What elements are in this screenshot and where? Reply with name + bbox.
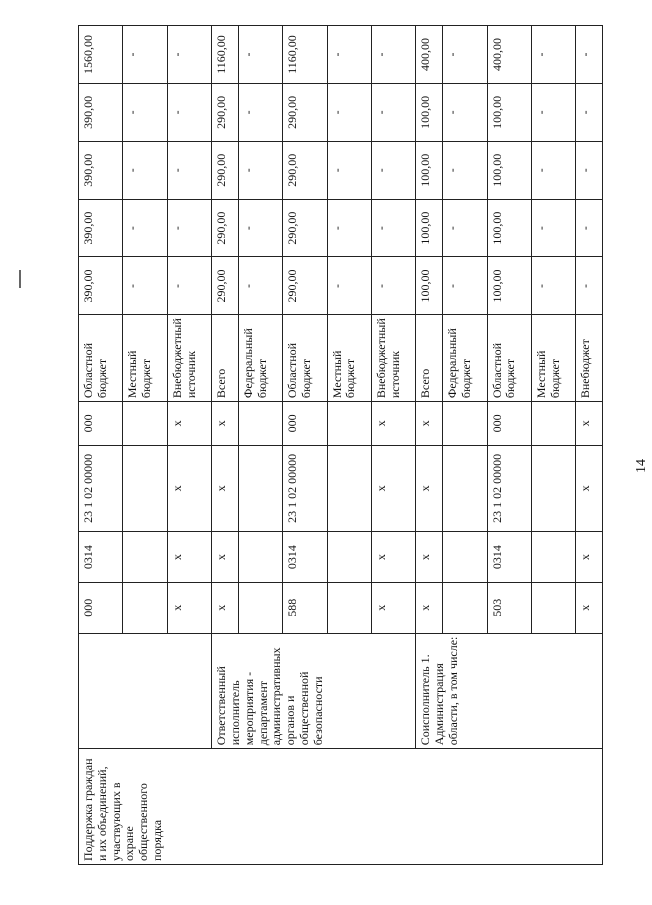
executor-cell: Ответственный исполнитель мероприятия - департамент административных органов и общественной безопасности xyxy=(212,633,416,749)
csr-cell xyxy=(443,445,487,532)
total-cell: 400,00 xyxy=(416,26,443,84)
source-cell: Федеральный бюджет xyxy=(238,315,282,402)
grbs-cell: х xyxy=(212,582,239,633)
grbs-cell: 000 xyxy=(79,582,123,633)
total-cell: - xyxy=(531,26,575,84)
y4-cell: 290,00 xyxy=(283,83,327,141)
y3-cell: 290,00 xyxy=(212,141,239,199)
y3-cell: - xyxy=(443,141,487,199)
rotated-table-container xyxy=(78,25,603,865)
page-number: 14 xyxy=(634,459,649,473)
grbs-cell: х xyxy=(372,582,416,633)
margin-mark xyxy=(19,270,21,288)
grbs-cell: 503 xyxy=(487,582,531,633)
grbs-cell xyxy=(327,582,371,633)
rzpr-cell xyxy=(531,532,575,583)
y2-cell: 290,00 xyxy=(212,199,239,257)
y2-cell: - xyxy=(327,199,371,257)
y1-cell: - xyxy=(123,257,167,315)
vr-cell: 000 xyxy=(283,402,327,445)
executor-cell: Соисполнитель 1. Администрация области, в том числе: xyxy=(416,633,603,749)
rzpr-cell xyxy=(327,532,371,583)
source-cell: Всего xyxy=(416,315,443,402)
total-cell: - xyxy=(238,26,282,84)
csr-cell xyxy=(531,445,575,532)
rzpr-cell: х xyxy=(212,532,239,583)
source-cell: Внебюджет xyxy=(576,315,603,402)
y3-cell: - xyxy=(327,141,371,199)
grbs-cell: 588 xyxy=(283,582,327,633)
total-cell: 1160,00 xyxy=(212,26,239,84)
y2-cell: 100,00 xyxy=(487,199,531,257)
vr-cell: х xyxy=(212,402,239,445)
y3-cell: - xyxy=(576,141,603,199)
vr-cell xyxy=(238,402,282,445)
grbs-cell xyxy=(238,582,282,633)
y2-cell: - xyxy=(238,199,282,257)
vr-cell: 000 xyxy=(487,402,531,445)
y1-cell: 390,00 xyxy=(79,257,123,315)
y3-cell: 100,00 xyxy=(416,141,443,199)
y3-cell: - xyxy=(123,141,167,199)
y4-cell: - xyxy=(123,83,167,141)
y4-cell: 100,00 xyxy=(416,83,443,141)
y4-cell: - xyxy=(238,83,282,141)
vr-cell: 000 xyxy=(79,402,123,445)
rzpr-cell: х xyxy=(372,532,416,583)
y1-cell: - xyxy=(443,257,487,315)
source-cell: Внебюджетный источник xyxy=(372,315,416,402)
csr-cell xyxy=(327,445,371,532)
csr-cell: 23 1 02 00000 xyxy=(283,445,327,532)
csr-cell: х xyxy=(372,445,416,532)
table-row xyxy=(416,26,443,865)
y1-cell: - xyxy=(576,257,603,315)
grbs-cell xyxy=(443,582,487,633)
source-cell: Местный бюджет xyxy=(531,315,575,402)
table-body xyxy=(79,26,603,865)
y4-cell: - xyxy=(372,83,416,141)
y4-cell: - xyxy=(576,83,603,141)
vr-cell xyxy=(123,402,167,445)
y2-cell: 290,00 xyxy=(283,199,327,257)
csr-cell: х xyxy=(212,445,239,532)
rzpr-cell: х xyxy=(416,532,443,583)
y1-cell: - xyxy=(167,257,211,315)
y1-cell: 100,00 xyxy=(487,257,531,315)
y2-cell: - xyxy=(372,199,416,257)
rzpr-cell xyxy=(443,532,487,583)
total-cell: 400,00 xyxy=(487,26,531,84)
total-cell: - xyxy=(327,26,371,84)
y3-cell: - xyxy=(372,141,416,199)
source-cell: Областной бюджет xyxy=(283,315,327,402)
y2-cell: - xyxy=(531,199,575,257)
vr-cell: х xyxy=(372,402,416,445)
csr-cell: 23 1 02 00000 xyxy=(79,445,123,532)
source-cell: Областной бюджет xyxy=(487,315,531,402)
y2-cell: 390,00 xyxy=(79,199,123,257)
y3-cell: - xyxy=(238,141,282,199)
source-cell: Местный бюджет xyxy=(327,315,371,402)
rzpr-cell: 0314 xyxy=(79,532,123,583)
source-cell: Внебюджетный источник xyxy=(167,315,211,402)
rzpr-cell: 0314 xyxy=(283,532,327,583)
y3-cell: - xyxy=(167,141,211,199)
grbs-cell: х xyxy=(167,582,211,633)
executor-cell xyxy=(79,633,212,749)
grbs-cell: х xyxy=(576,582,603,633)
csr-cell: х xyxy=(416,445,443,532)
y3-cell: 290,00 xyxy=(283,141,327,199)
total-cell: 1160,00 xyxy=(283,26,327,84)
total-cell: - xyxy=(576,26,603,84)
grbs-cell xyxy=(531,582,575,633)
total-cell: - xyxy=(167,26,211,84)
vr-cell: х xyxy=(576,402,603,445)
y1-cell: - xyxy=(372,257,416,315)
y1-cell: 290,00 xyxy=(212,257,239,315)
y1-cell: - xyxy=(531,257,575,315)
csr-cell xyxy=(238,445,282,532)
rzpr-cell: 0314 xyxy=(487,532,531,583)
total-cell: - xyxy=(123,26,167,84)
csr-cell: х xyxy=(576,445,603,532)
y1-cell: 290,00 xyxy=(283,257,327,315)
vr-cell xyxy=(327,402,371,445)
total-cell: - xyxy=(372,26,416,84)
y4-cell: - xyxy=(443,83,487,141)
y3-cell: - xyxy=(531,141,575,199)
table-row xyxy=(212,26,239,865)
csr-cell xyxy=(123,445,167,532)
y4-cell: 100,00 xyxy=(487,83,531,141)
y2-cell: - xyxy=(443,199,487,257)
y2-cell: - xyxy=(123,199,167,257)
y2-cell: 100,00 xyxy=(416,199,443,257)
grbs-cell xyxy=(123,582,167,633)
y3-cell: 390,00 xyxy=(79,141,123,199)
y4-cell: - xyxy=(167,83,211,141)
vr-cell xyxy=(531,402,575,445)
csr-cell: 23 1 02 00000 xyxy=(487,445,531,532)
vr-cell: х xyxy=(167,402,211,445)
rzpr-cell: х xyxy=(167,532,211,583)
vr-cell xyxy=(443,402,487,445)
rzpr-cell xyxy=(123,532,167,583)
y1-cell: - xyxy=(238,257,282,315)
y3-cell: 100,00 xyxy=(487,141,531,199)
y4-cell: 290,00 xyxy=(212,83,239,141)
source-cell: Областной бюджет xyxy=(79,315,123,402)
y4-cell: - xyxy=(531,83,575,141)
rzpr-cell xyxy=(238,532,282,583)
source-cell: Всего xyxy=(212,315,239,402)
rzpr-cell: х xyxy=(576,532,603,583)
y2-cell: - xyxy=(576,199,603,257)
y1-cell: 100,00 xyxy=(416,257,443,315)
y1-cell: - xyxy=(327,257,371,315)
grbs-cell: х xyxy=(416,582,443,633)
y4-cell: 390,00 xyxy=(79,83,123,141)
vr-cell: х xyxy=(416,402,443,445)
budget-table xyxy=(78,25,603,865)
y2-cell: - xyxy=(167,199,211,257)
source-cell: Федеральный бюджет xyxy=(443,315,487,402)
csr-cell: х xyxy=(167,445,211,532)
total-cell: 1560,00 xyxy=(79,26,123,84)
total-cell: - xyxy=(443,26,487,84)
table-row xyxy=(79,26,123,865)
y4-cell: - xyxy=(327,83,371,141)
source-cell: Местный бюджет xyxy=(123,315,167,402)
program-cell: Поддержка граждан и их объединений, участвующих в охране общественного порядка xyxy=(79,749,603,865)
